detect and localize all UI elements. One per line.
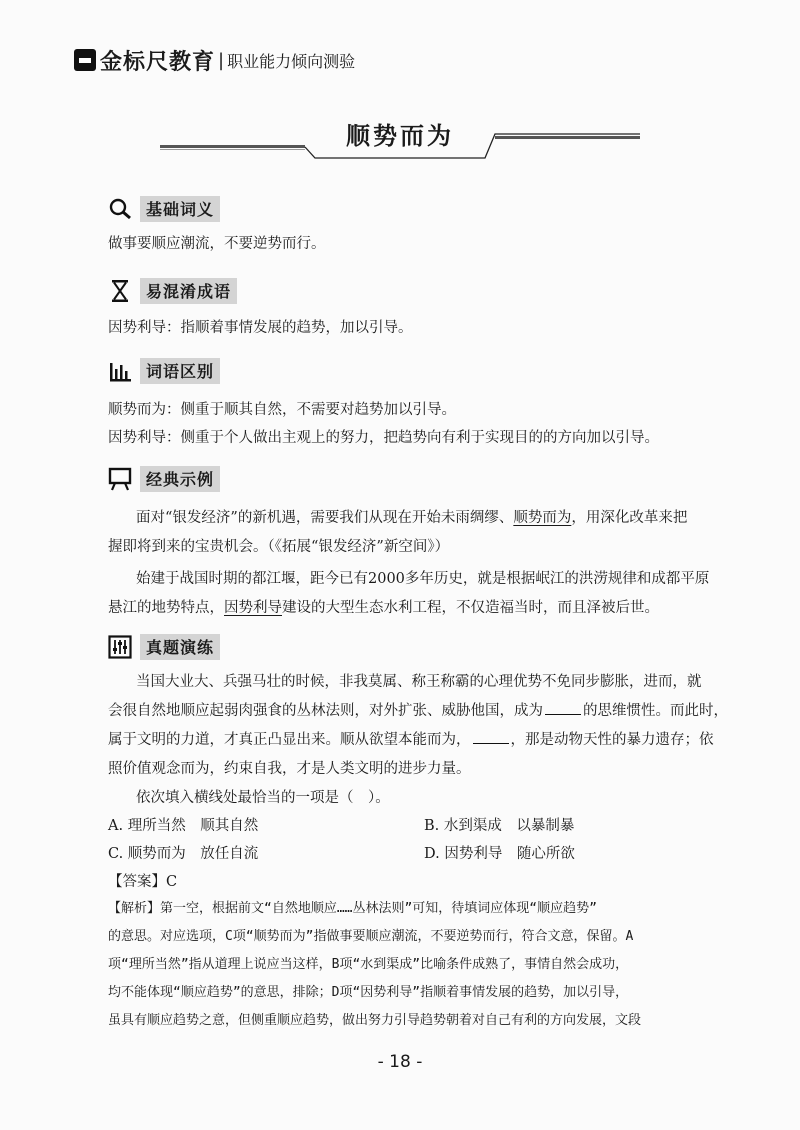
highlighted-idiom: 因势利导 <box>224 600 282 616</box>
question-text: 的思维惯性。而此时， <box>583 703 728 719</box>
answer-blank-2 <box>473 729 509 744</box>
brand-name: 金标尺教育 <box>100 49 216 75</box>
magnifier-icon <box>108 197 134 221</box>
explanation-line-5: 虽具有顺应趋势之意，但侧重顺应趋势，做出努力引导趋势朝着对自己有利的方向发展，文段 <box>108 1013 642 1028</box>
explanation-line-2: 的意思。对应选项，C项“顺势而为”指做事要顺应潮流，不要逆势而行，符合文意，保留。A <box>108 929 634 944</box>
example-text: 面对“银发经济”的新机遇，需要我们从现在开始未雨绸缪、 <box>136 510 514 526</box>
section-label: 经典示例 <box>140 466 220 492</box>
answer-blank-1 <box>545 700 581 715</box>
question-line-4: 照价值观念而为，约束自我，才是人类文明的进步力量。 <box>108 761 471 777</box>
section-basic-meaning <box>108 196 220 222</box>
option-c: C. 顺势而为 放任自流 <box>108 846 259 862</box>
question-line-2 <box>108 699 728 720</box>
question-prompt: 依次填入横线处最恰当的一项是（ ）。 <box>136 790 390 806</box>
option-a: A. 理所当然 顺其自然 <box>108 818 259 834</box>
answer: 【答案】C <box>108 874 178 890</box>
section-label: 真题演练 <box>140 634 220 660</box>
example-2-line-1: 始建于战国时期的都江堰，距今已有2000多年历史，就是根据岷江的洪涝规律和成都平原 <box>136 571 710 587</box>
page-header <box>74 42 355 78</box>
explanation-line-1: 【解析】第一空，根据前文“自然地顺应……丛林法则”可知，待填词应体现“顺应趋势” <box>108 901 597 916</box>
difference-line-2: 因势利导：侧重于个人做出主观上的努力，把趋势向有利于实现目的的方向加以引导。 <box>108 430 659 446</box>
example-1-line-1 <box>136 506 687 527</box>
section-confusable-idiom <box>108 278 237 304</box>
question-line-1: 当国大业大、兵强马壮的时候，非我莫属、称王称霸的心理优势不免同步膨胀，进而，就 <box>136 674 702 690</box>
section-word-difference <box>108 358 220 384</box>
question-text: 属于文明的力道，才真正凸显出来。顺从欲望本能而为， <box>108 732 471 748</box>
example-1-line-2: 握即将到来的宝贵机会。（《拓展“银发经济”新空间》） <box>108 539 450 555</box>
option-b: B. 水到渠成 以暴制暴 <box>424 818 575 834</box>
header-separator: | <box>218 49 225 71</box>
hourglass-icon <box>108 279 134 303</box>
question-line-3 <box>108 728 714 749</box>
question-text: 会很自然地顺应起弱肉强食的丛林法则，对外扩张、威胁他国，成为 <box>108 703 543 719</box>
explanation-line-4: 均不能体现“顺应趋势”的意思，排除；D项“因势利导”指顺着事情发展的趋势，加以引导， <box>108 985 629 1000</box>
question-text: ，那是动物天性的暴力遗存；依 <box>510 732 714 748</box>
confusable-idiom-text: 因势利导：指顺着事情发展的趋势，加以引导。 <box>108 320 413 336</box>
brand-logo-icon <box>74 49 96 71</box>
section-label: 易混淆成语 <box>140 278 237 304</box>
page-title: 顺势而为 <box>346 121 454 150</box>
example-2-line-2 <box>108 596 659 617</box>
example-text: ，用深化改革来把 <box>571 510 688 526</box>
basic-meaning-text: 做事要顺应潮流，不要逆势而行。 <box>108 236 326 252</box>
example-text: 建设的大型生态水利工程，不仅造福当时，而且泽被后世。 <box>282 600 659 616</box>
bar-chart-icon <box>108 359 134 383</box>
equalizer-icon <box>108 635 134 659</box>
section-label: 词语区别 <box>140 358 220 384</box>
subject-name: 职业能力倾向测验 <box>227 51 356 71</box>
option-d: D. 因势利导 随心所欲 <box>424 846 575 862</box>
page-number: - 18 - <box>377 1052 423 1072</box>
section-label: 基础词义 <box>140 196 220 222</box>
section-classic-examples <box>108 466 220 492</box>
explanation-line-3: 项“理所当然”指从道理上说应当这样，B项“水到渠成”比喻条件成熟了，事情自然会成功， <box>108 957 629 972</box>
difference-line-1: 顺势而为：侧重于顺其自然，不需要对趋势加以引导。 <box>108 402 456 418</box>
section-practice <box>108 634 220 660</box>
example-text: 悬江的地势特点， <box>108 600 224 616</box>
easel-icon <box>108 467 134 491</box>
highlighted-idiom: 顺势而为 <box>513 510 572 526</box>
